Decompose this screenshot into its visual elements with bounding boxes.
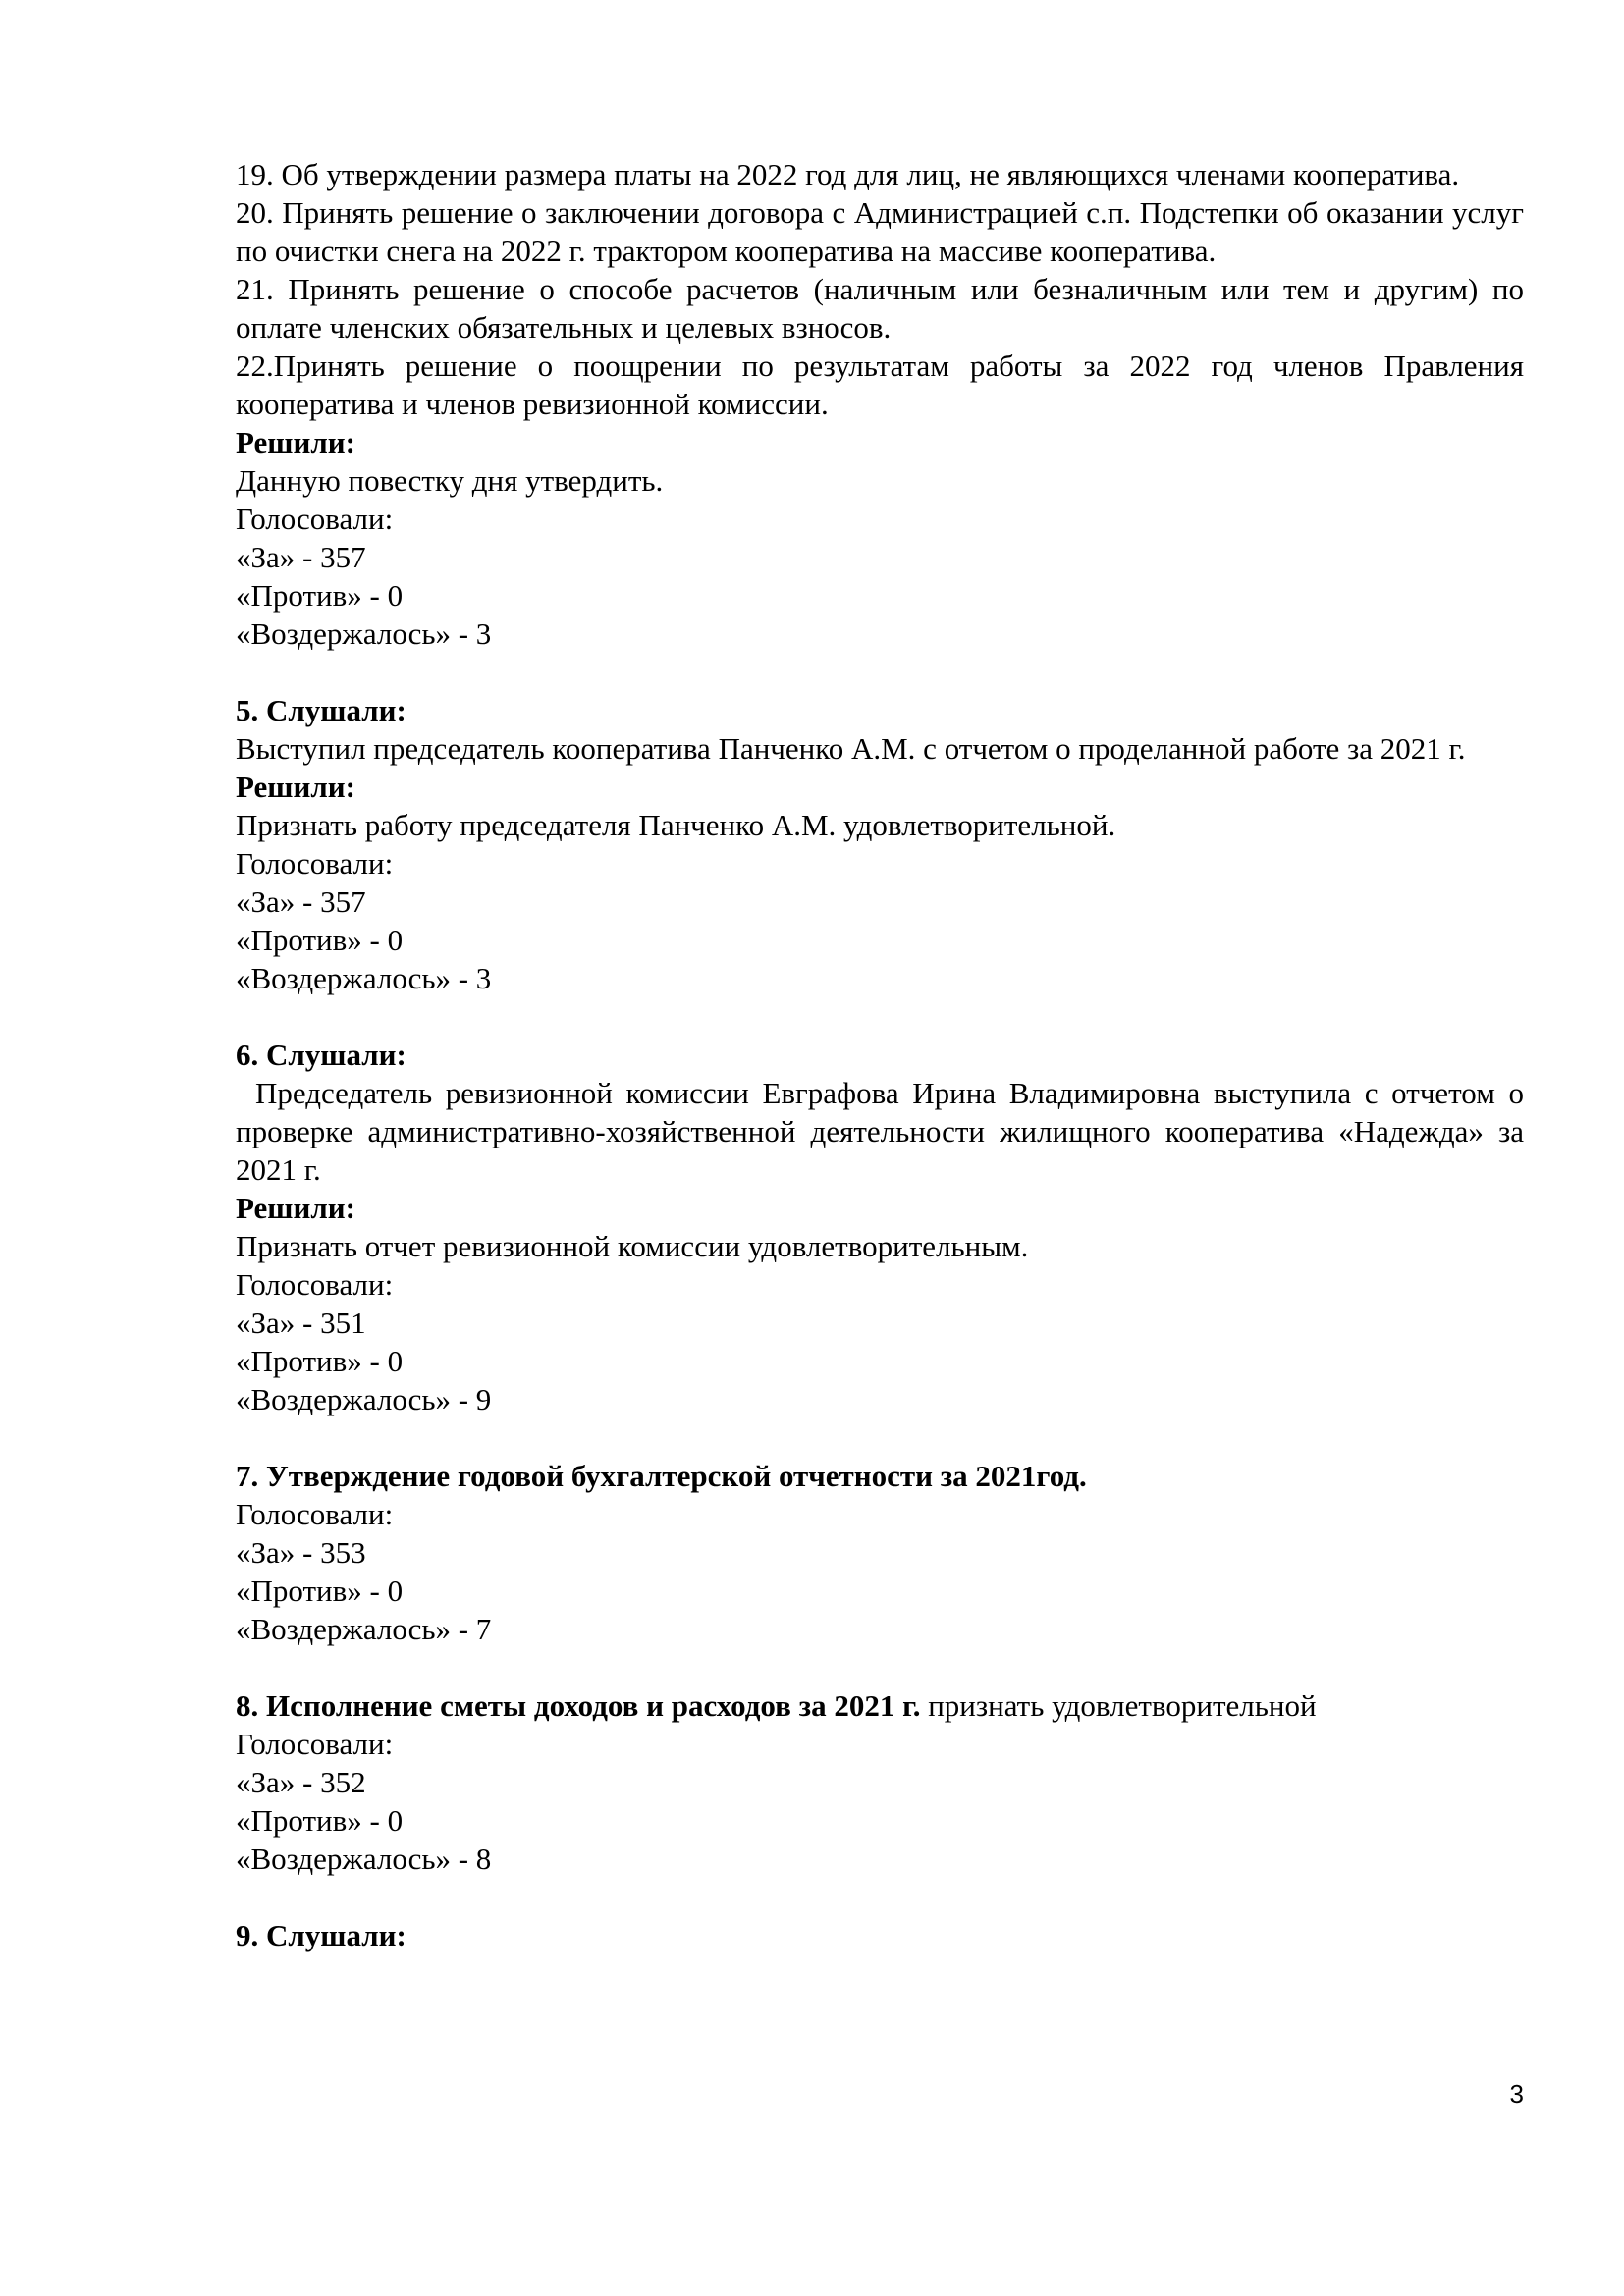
agenda-item-22: 22.Принять решение о поощрении по результатам работы за 2022 год членов Правления кооператива и членов ревизионной комиссии. xyxy=(236,348,1524,421)
vote-for: «За» - 357 xyxy=(236,540,366,574)
section-5-heading: 5. Слушали: xyxy=(236,693,406,727)
section-5-text: Выступил председатель кооператива Панченко А.М. с отчетом о проделанной работе за 2021 г. xyxy=(236,731,1466,766)
agenda-item-19: 19. Об утверждении размера платы на 2022 год для лиц, не являющихся членами кооператива. xyxy=(236,157,1460,191)
spacer xyxy=(236,1878,1524,1916)
vote-abstained: «Воздержалось» - 3 xyxy=(236,961,492,995)
vote-abstained: «Воздержалось» - 3 xyxy=(236,616,492,651)
vote-against: «Против» - 0 xyxy=(236,1803,404,1838)
decided-label: Решили: xyxy=(236,1191,355,1225)
section-8-heading-bold: 8. Исполнение сметы доходов и расходов за 2021 г. xyxy=(236,1688,921,1723)
section-9-heading: 9. Слушали: xyxy=(236,1918,406,1952)
decision-text: Признать работу председателя Панченко А.М. удовлетворительной. xyxy=(236,808,1116,842)
vote-for: «За» - 351 xyxy=(236,1306,366,1340)
decided-label: Решили: xyxy=(236,770,355,804)
agenda-item-20: 20. Принять решение о заключении договора с Администрацией с.п. Подстепки об оказании услуг по очистки снега на 2022 г. трактором кооператива на массиве кооператива. xyxy=(236,195,1524,268)
spacer xyxy=(236,1648,1524,1686)
voted-label: Голосовали: xyxy=(236,1727,394,1761)
section-6-heading: 6. Слушали: xyxy=(236,1038,406,1072)
vote-for: «За» - 353 xyxy=(236,1535,366,1570)
section-8-heading-rest: признать удовлетворительной xyxy=(920,1688,1317,1723)
vote-against: «Против» - 0 xyxy=(236,923,404,957)
voted-label: Голосовали: xyxy=(236,1497,394,1531)
section-6-text: Председатель ревизионной комиссии Евграфова Ирина Владимировна выступила с отчетом о проверке административно-хозяйственной деятельности жилищного кооператива «Надежда» за 2021 г. xyxy=(236,1076,1524,1187)
vote-against: «Против» - 0 xyxy=(236,1344,404,1378)
page-number: 3 xyxy=(1509,2079,1524,2109)
spacer xyxy=(236,997,1524,1036)
section-7-heading: 7. Утверждение годовой бухгалтерской отчетности за 2021год. xyxy=(236,1459,1087,1493)
voted-label: Голосовали: xyxy=(236,1267,394,1302)
vote-abstained: «Воздержалось» - 7 xyxy=(236,1612,492,1646)
vote-against: «Против» - 0 xyxy=(236,1574,404,1608)
decision-text: Данную повестку дня утвердить. xyxy=(236,463,664,498)
vote-abstained: «Воздержалось» - 9 xyxy=(236,1382,492,1416)
document-page xyxy=(236,155,1524,1954)
vote-for: «За» - 352 xyxy=(236,1765,366,1799)
voted-label: Голосовали: xyxy=(236,502,394,536)
vote-against: «Против» - 0 xyxy=(236,578,404,613)
section-8-heading xyxy=(236,1686,1524,1725)
decision-text: Признать отчет ревизионной комиссии удовлетворительным. xyxy=(236,1229,1029,1263)
agenda-item-21: 21. Принять решение о способе расчетов (наличным или безналичным или тем и другим) по оплате членских обязательных и целевых взносов. xyxy=(236,272,1524,345)
vote-for: «За» - 357 xyxy=(236,884,366,919)
spacer xyxy=(236,1418,1524,1457)
vote-abstained: «Воздержалось» - 8 xyxy=(236,1842,492,1876)
voted-label: Голосовали: xyxy=(236,846,394,881)
decided-label: Решили: xyxy=(236,425,355,459)
spacer xyxy=(236,653,1524,691)
